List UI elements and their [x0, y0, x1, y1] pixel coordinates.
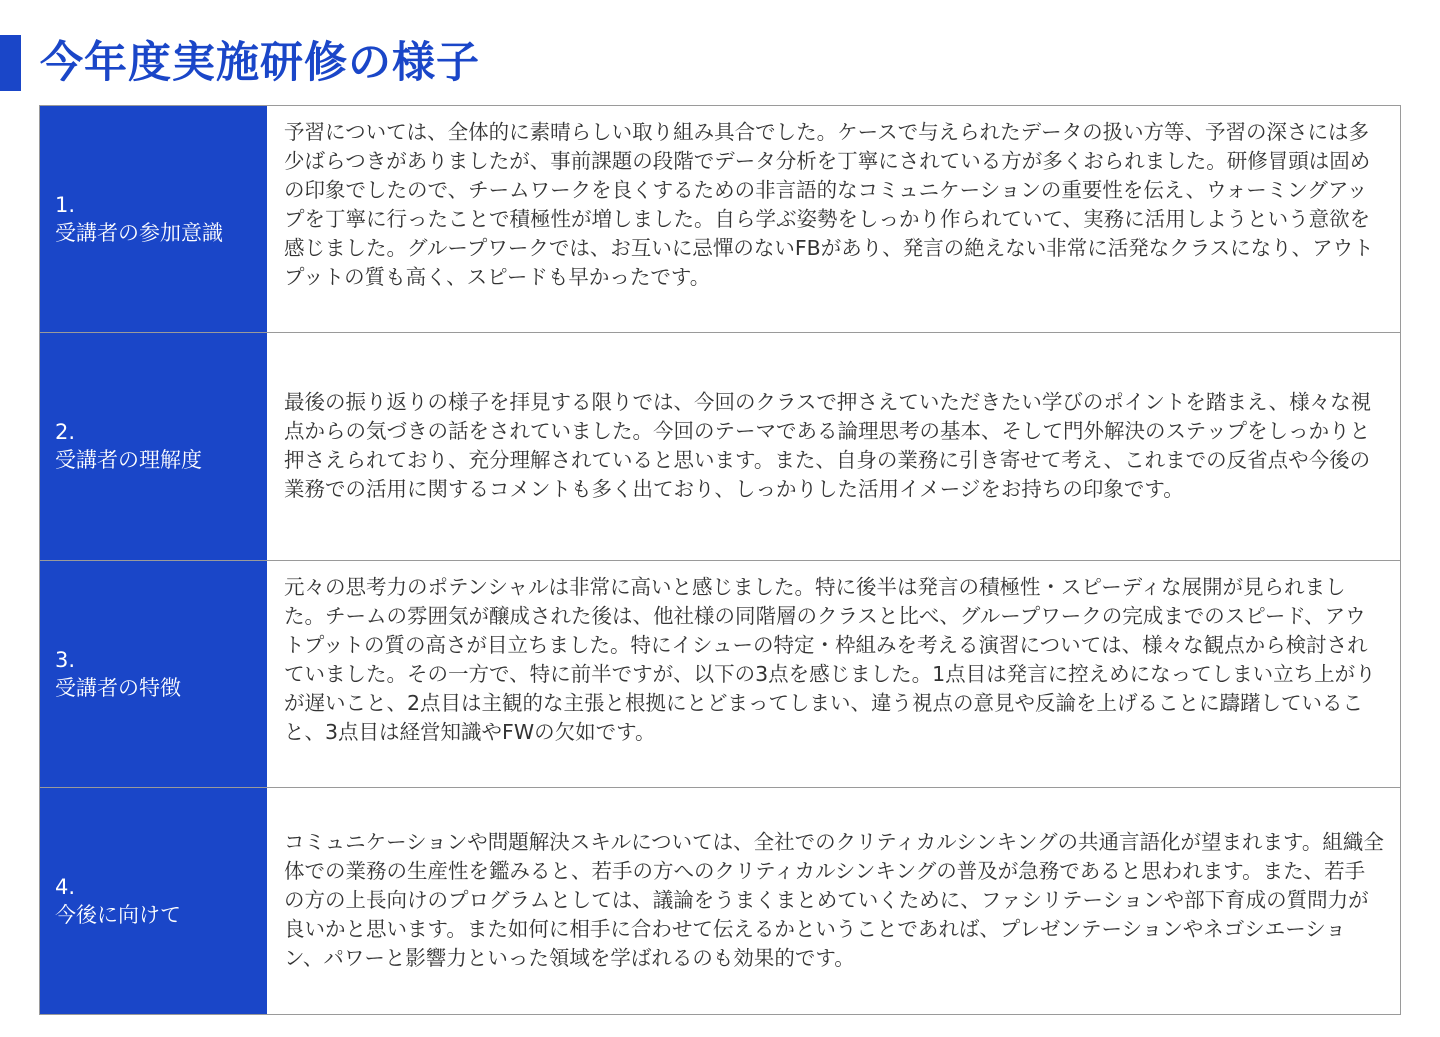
table-row-characteristics — [40, 560, 1400, 787]
row-content-cell — [267, 561, 1400, 787]
row-label: 受講者の参加意識 — [55, 221, 223, 246]
row-header-cell — [40, 561, 267, 787]
row-text: コミュニケーションや問題解決スキルについては、全社でのクリティカルシンキングの共通言語化が望まれます。組織全体での業務の生産性を鑑みると、若手の方へのクリティカルシンキングの普及が急務であると思われます。また、若手の方の上長向けのプログラムとしては、議論をうまくまとめていくために、ファシリテーションや部下育成の質問力が良いかと思います。また如何に相手に合わせて伝えるかということであれば、プレゼンテーションやネゴシエーション、パワーと影響力といった領域を学ばれるのも効果的です。 — [284, 830, 1384, 971]
table-row-understanding — [40, 332, 1400, 559]
row-label: 今後に向けて — [55, 902, 181, 927]
row-text: 元々の思考力のポテンシャルは非常に高いと感じました。特に後半は発言の積極性・スピーディな展開が見られました。チームの雰囲気が醸成された後は、他社様の同階層のクラスと比べ、グループワークの完成までのスピード、アウトプットの質の高さが目立ちました。特にイシューの特定・枠組みを考える演習については、様々な観点から検討されていました。その一方で、特に前半ですが、以下の3点を感じました。1点目は発言に控えめになってしまい立ち上がりが遅いこと、2点目は主観的な主張と根拠にとどまってしまい、違う視点の意見や反論を上げることに躊躇していること、3点目は経営知識やFWの欠如です。 — [284, 574, 1376, 744]
row-number: 3. — [55, 647, 76, 672]
row-label: 受講者の特徴 — [55, 675, 181, 700]
row-number: 1. — [55, 193, 76, 218]
row-text: 最後の振り返りの様子を拝見する限りでは、今回のクラスで押さえていただきたい学びのポイントを踏まえ、様々な視点からの気づきの話をされていました。今回のテーマである論理思考の基本、そして門外解決のステップをしっかりと押さえられており、充分理解されていると思います。また、自身の業務に引き寄せて考え、これまでの反省点や今後の業務での活用に関するコメントも多く出ており、しっかりした活用イメージをお持ちの印象です。 — [284, 390, 1372, 502]
row-text: 予習については、全体的に素晴らしい取り組み具合でした。ケースで与えられたデータの扱い方等、予習の深さには多少ばらつきがありましたが、事前課題の段階でデータ分析を丁寧にされている方が多くおられました。研修冒頭は固めの印象でしたので、チームワークを良くするための非言語的なコミュニケーションの重要性を伝え、ウォーミングアップを丁寧に行ったことで積極性が増しました。自ら学ぶ姿勢をしっかり作られていて、実務に活用しようという意欲を感じました。グループワークでは、お互いに忌憚のないFBがあり、発言の絶えない非常に活発なクラスになり、アウトプットの質も高く、スピードも早かったです。 — [284, 120, 1374, 289]
row-content-cell — [267, 788, 1400, 1014]
row-header-cell — [40, 106, 267, 332]
table-row-participation — [40, 106, 1400, 332]
row-content-cell — [267, 333, 1400, 559]
table-row-future — [40, 787, 1400, 1014]
row-content-cell — [267, 106, 1400, 332]
page-title: 今年度実施研修の様子 — [40, 38, 480, 88]
row-number: 4. — [55, 874, 76, 899]
training-summary-table — [39, 105, 1401, 1015]
row-header-cell — [40, 333, 267, 559]
row-number: 2. — [55, 420, 76, 445]
row-header-cell — [40, 788, 267, 1014]
row-label: 受講者の理解度 — [55, 448, 202, 473]
title-accent-bar — [0, 35, 21, 91]
